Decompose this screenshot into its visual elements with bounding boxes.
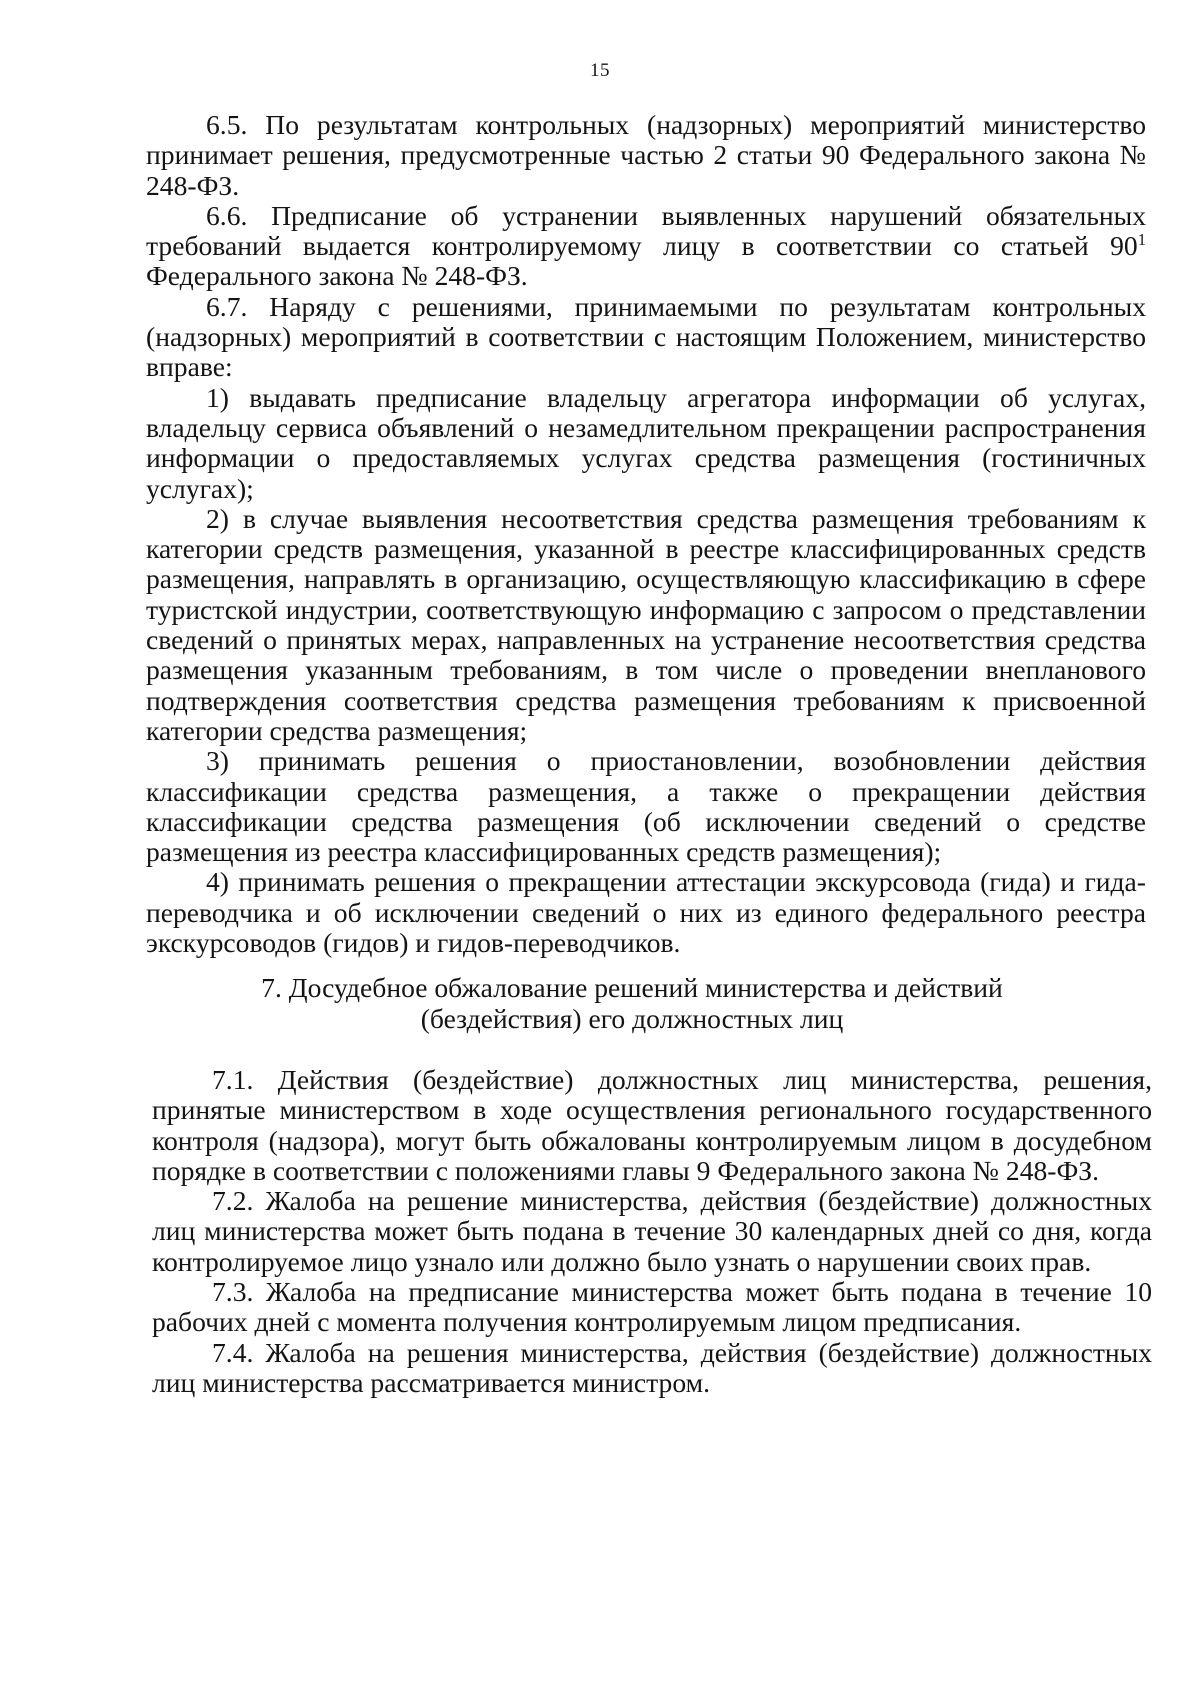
paragraph-7-3: 7.3. Жалоба на предписание министерства может быть подана в течение 10 рабочих дней с момента получения контролируемым лицом предписания.	[152, 1276, 1152, 1338]
page-number: 15	[590, 60, 610, 81]
article-superscript: 1	[1137, 230, 1146, 249]
heading-line: 7. Досудебное обжалование решений министерства и действий	[261, 972, 1003, 1003]
paragraph-6-6-main: 6.6. Предписание об устранении выявленных нарушений обязательных требований выдается контролируемому лицу в соответствии со статьей 90	[146, 199, 1146, 262]
paragraph-6-7: 6.7. Наряду с решениями, принимаемыми по результатам контрольных (надзорных) мероприятий в соответствии с настоящим Положением, министерство вправе:	[146, 290, 1146, 383]
list-item: 2) в случае выявления несоответствия средства размещения требованиям к категории средств размещения, указанной в реестре классифицированных средств размещения, направлять в организацию, осуществляющую классификацию в сфере туристской индустрии, соответствующую информацию с запросом о представлении сведений о принятых мерах, направленных на устранение несоответствия средства размещения указанным требованиям, в том числе о проведении внепланового подтверждения соответствия средства размещения требованиям к присвоенной категории средства размещения;	[146, 502, 1146, 746]
paragraph-6-5: 6.5. По результатам контрольных (надзорных) мероприятий министерство принимает решения, предусмотренные частью 2 статьи 90 Федерального закона № 248-ФЗ.	[146, 109, 1146, 201]
paragraph-6-6	[146, 201, 1146, 292]
paragraph-6-6-tail: Федерального закона № 248-ФЗ.	[146, 260, 528, 292]
section-6-text	[146, 110, 1146, 958]
paragraph-7-1: 7.1. Действия (бездействие) должностных лиц министерства, решения, принятые министерством в ходе осуществления регионального государственного контроля (надзора), могут быть обжалованы контролируемым лицом в досудебном порядке в соответствии с положениями главы 9 Федерального закона № 248-ФЗ.	[152, 1064, 1152, 1186]
heading-line: (бездействия) его должностных лиц	[420, 1003, 844, 1034]
list-item: 3) принимать решения о приостановлении, возобновлении действия классификации средства размещения, а также о прекращении действия классификации средства размещения (об исключении сведений о средстве размещения из реестра классифицированных средств размещения);	[146, 745, 1146, 868]
section-7-text	[152, 1065, 1152, 1398]
list-item: 1) выдавать предписание владельцу агрегатора информации об услугах, владельцу сервиса объявлений о незамедлительном прекращении распространения информации о предоставляемых услугах средства размещения (гостиничных услугах);	[146, 381, 1146, 504]
list-item: 4) принимать решения о прекращении аттестации экскурсовода (гида) и гида-переводчика и об исключении сведений о них из единого федерального реестра экскурсоводов (гидов) и гидов-переводчиков.	[146, 866, 1146, 959]
section-7-heading	[232, 972, 1032, 1034]
paragraph-7-4: 7.4. Жалоба на решения министерства, действия (бездействие) должностных лиц министерства рассматривается министром.	[152, 1336, 1152, 1398]
paragraph-7-2: 7.2. Жалоба на решение министерства, действия (бездействие) должностных лиц министерства может быть подана в течение 30 календарных дней со дня, когда контролируемое лицо узнало или должно было узнать о нарушении своих прав.	[152, 1185, 1152, 1277]
